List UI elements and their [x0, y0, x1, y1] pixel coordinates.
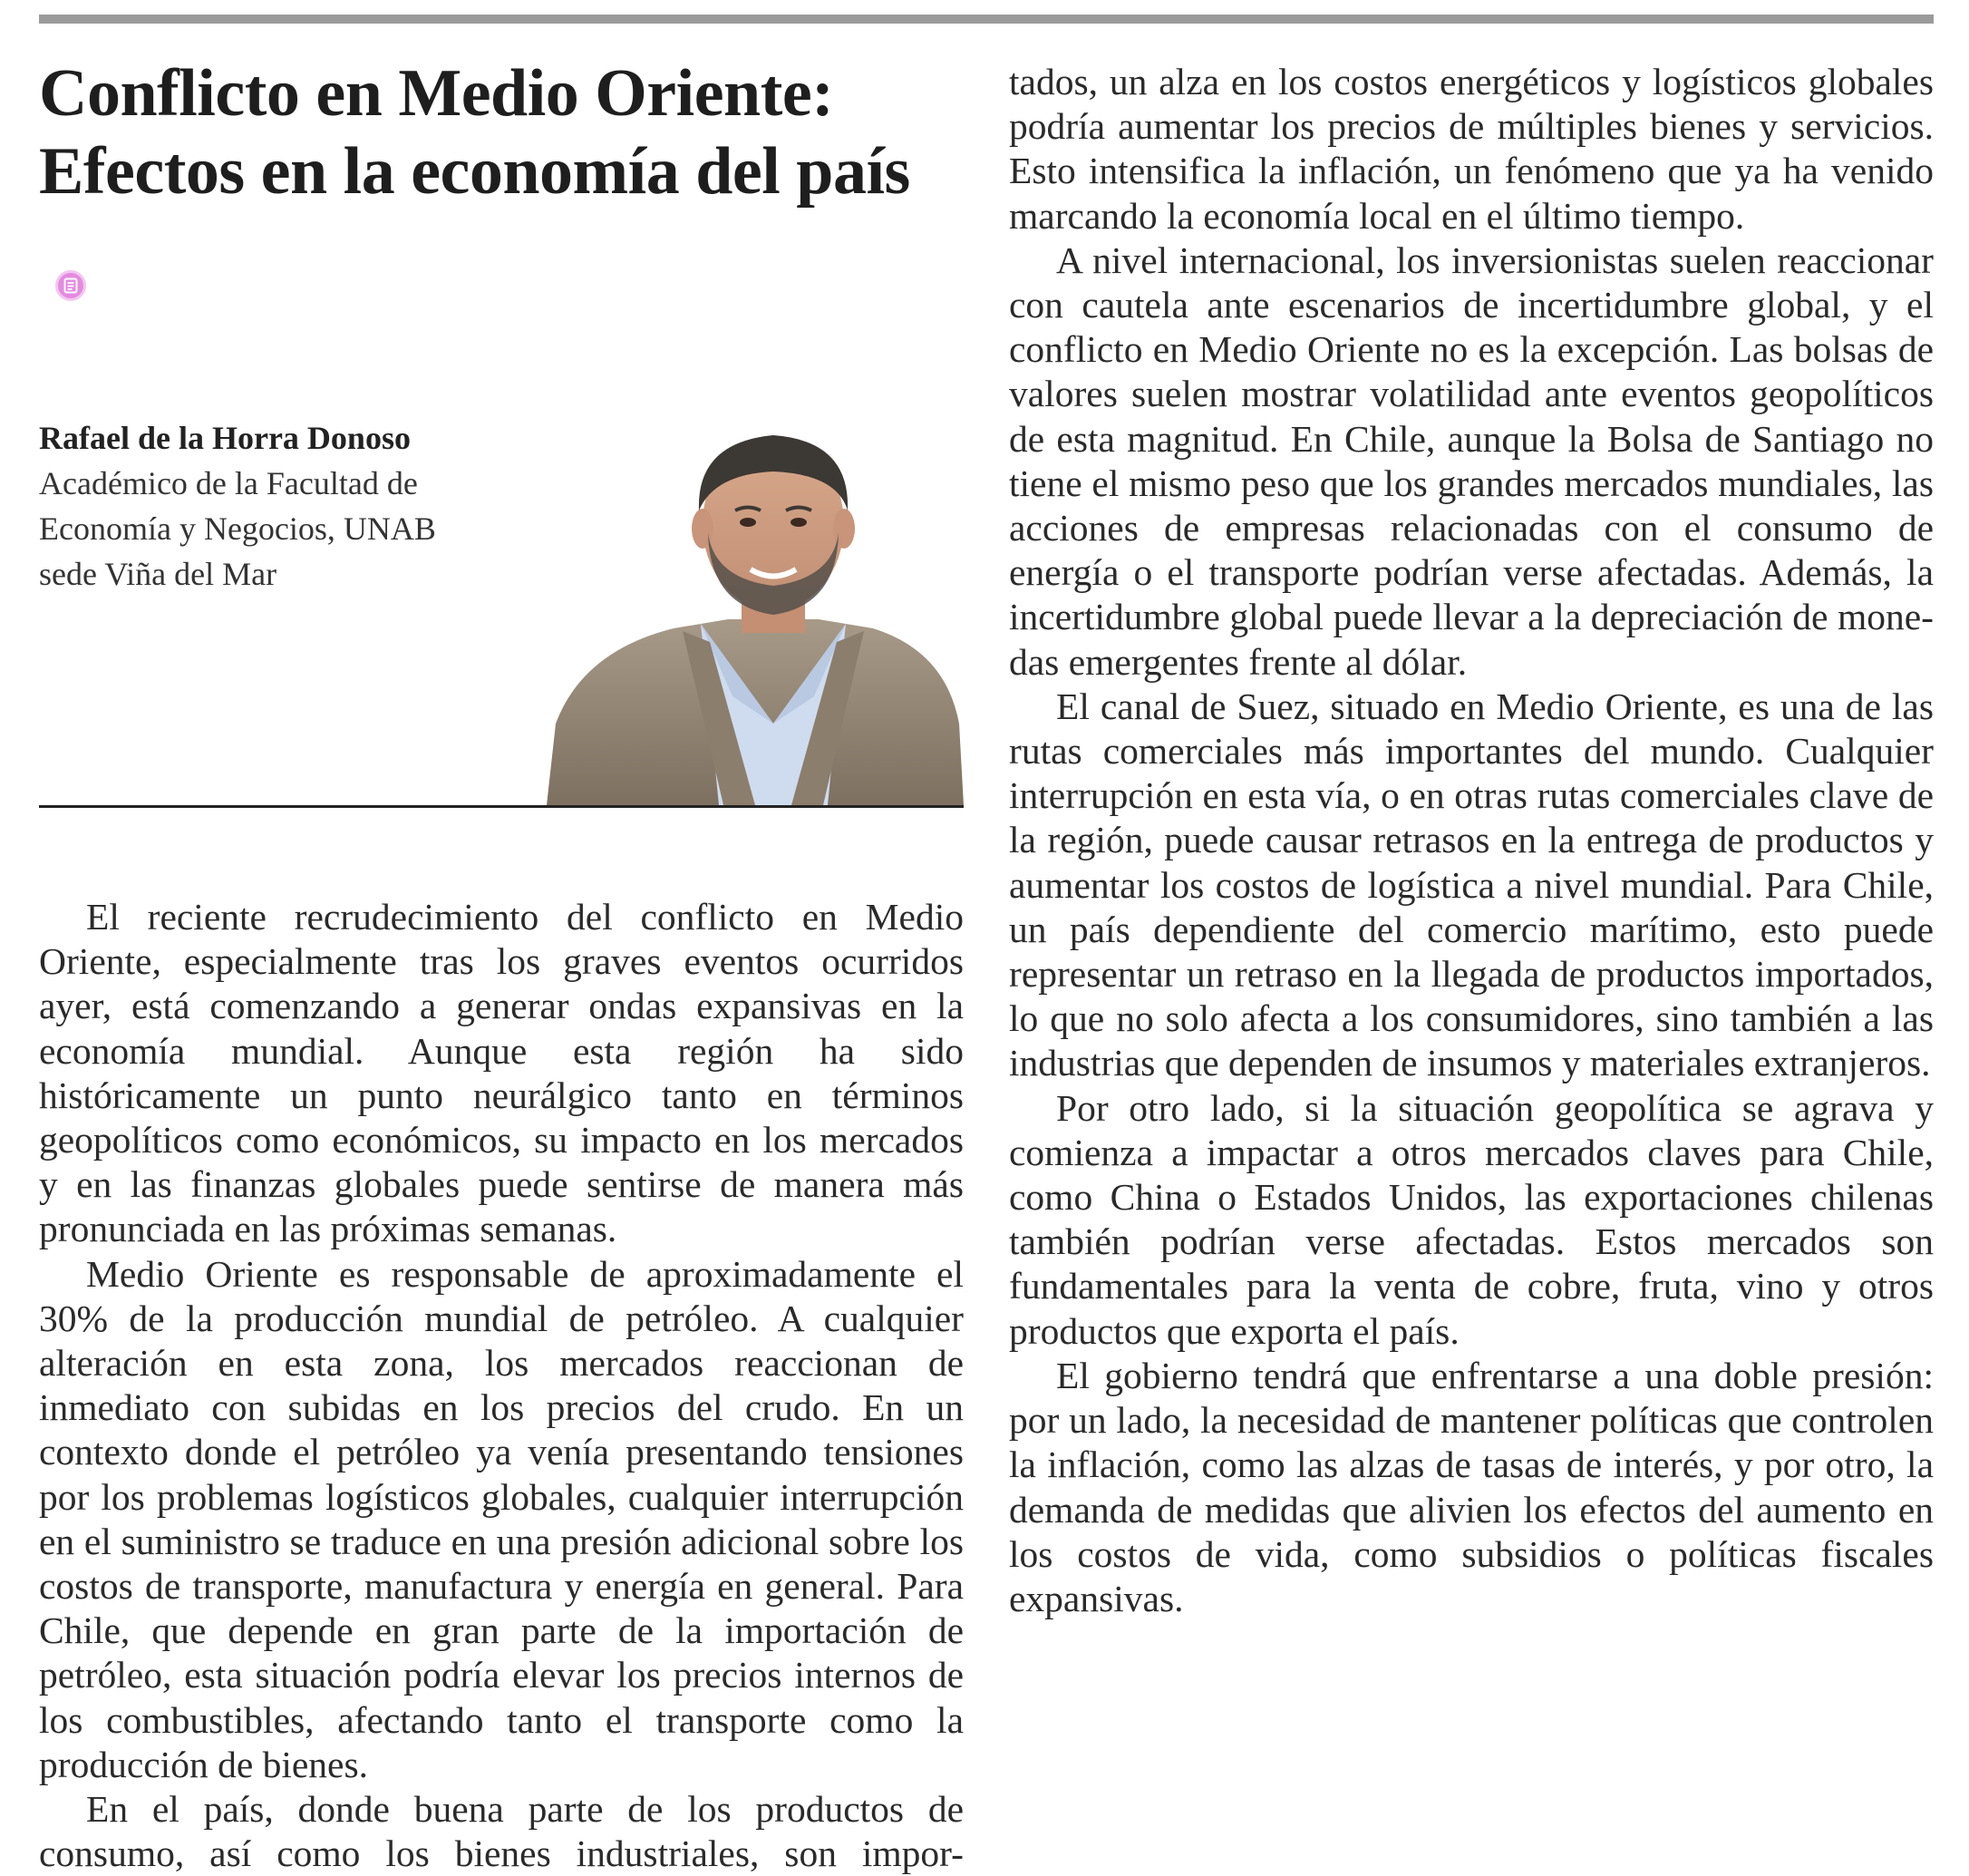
body-right	[1009, 60, 1934, 1621]
paragraph-4: A nivel internacional, los inversionistas suelen reaccionar con cautela ante escenarios de incertidumbre global, y el conflicto en Medio Oriente no es la excepción. Las bolsas de valores suelen mostrar volatilidad ante eventos geopolíticos de esta magnitud. En Chile, aunque la Bolsa de Santiago no tiene el mismo peso que los grandes mercados mundiales, las acciones de empresas relacionadas con el consumo de energía o el transporte podrían verse afectadas. Además, la incertidumbre global puede llevar a la depreciación de monedas emergentes frente al dólar.	[1009, 238, 1934, 683]
headline-line-2: Efectos en la economía del país	[39, 134, 910, 209]
author-affiliation-1: Académico de la Facultad de	[39, 465, 418, 501]
author-affiliation-2: Economía y Negocios, UNAB	[39, 510, 436, 547]
author-name: Rafael de la Horra Donoso	[39, 420, 411, 456]
author-block	[39, 415, 547, 597]
paragraph-3-continued: tados, un alza en los costos energéticos y logísticos globales podría aumentar los precios de múltiples bienes y servicios. Esto intensifica la inflación, un fenómeno que ya ha venido marcando la economía local en el último tiempo.	[1009, 61, 1934, 237]
paragraph-5: El canal de Suez, situado en Medio Oriente, es una de las rutas comerciales más importantes del mundo. Cualquier interrupción en esta vía, o en otras rutas comerciales clave de la región, puede causar retrasos en la entrega de productos y aumentar los costos de logística a nivel mundial. Para Chile, un país dependiente del comercio marítimo, esto puede representar un retraso en la llegada de productos importados, lo que no solo afecta a los consumidores, sino también a las industrias que dependen de insumos y materiales extranjeros.	[1009, 685, 1934, 1084]
author-affiliation-3: sede Viña del Mar	[39, 556, 277, 592]
paragraph-2: Medio Oriente es responsable de aproximadamente el 30% de la producción mundial de petróleo. A cualquier alteración en esta zona, los mercados reaccionan de inmediato con subidas en los precios del crudo. En un contexto donde el petróleo ya venía presentando tensiones por los problemas logísticos globales, cualquier interrupción en el suministro se traduce en una presión adicional sobre los costos de transporte, manufactura y energía en general. Para Chile, que depende en gran parte de la importación de petróleo, esta situación podría elevar los precios internos de los combustibles, afectando tanto el transporte como la producción de bienes.	[39, 1252, 964, 1785]
byline-box	[39, 216, 964, 808]
left-column	[39, 54, 964, 1876]
document-icon[interactable]	[55, 270, 86, 301]
headline-line-1: Conflicto en Medio Oriente:	[39, 56, 834, 131]
paragraph-1: El reciente recrudecimiento del conflicto en Medio Oriente, especialmente tras los graves eventos ocurridos ayer, está comenzando a generar ondas expansivas en la economía mundial. Aunque esta región ha sido históricamente un punto neurálgico tanto en términos geopolíticos como económicos, su impacto en los mercados y en las finanzas globales puede sentirse de manera más pronunciada en las próximas semanas.	[39, 896, 964, 1250]
paragraph-7: El gobierno tendrá que enfrentarse a una doble presión: por un lado, la necesidad de mantener políticas que controlen la inflación, como las alzas de tasas de interés, y por otro, la demanda de medidas que alivien los efectos del aumento en los costos de vida, como subsidios o políticas fiscales expansivas.	[1009, 1354, 1934, 1619]
headline	[39, 54, 964, 210]
body-left	[39, 895, 964, 1876]
right-column	[1009, 60, 1934, 1621]
paragraph-6: Por otro lado, si la situación geopolítica se agrava y comienza a impactar a otros mercados claves para Chile, como China o Estados Unidos, las exportaciones chilenas también podrían verse afectadas. Estos mercados son fundamentales para la venta de cobre, fruta, vino y otros productos que exporta el país.	[1009, 1086, 1934, 1352]
paragraph-3: En el país, donde buena parte de los productos de consumo, así como los bienes industriales, son impor-	[39, 1788, 964, 1875]
author-portrait	[547, 424, 964, 805]
top-rule	[39, 15, 1934, 24]
